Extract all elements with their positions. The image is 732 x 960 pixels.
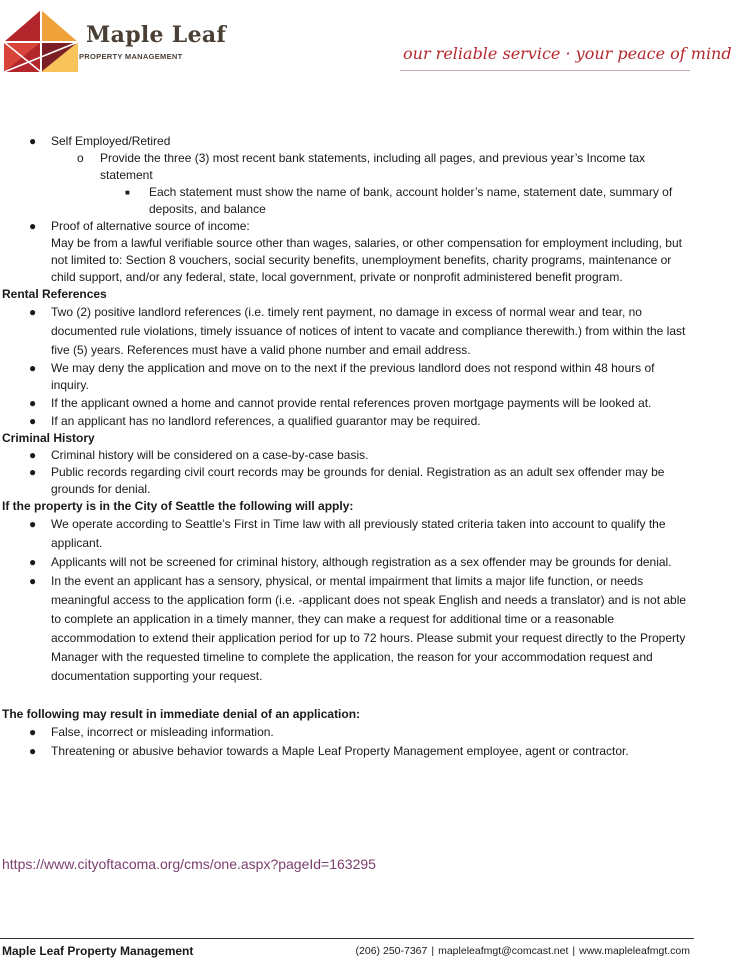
footer-separator: | (572, 945, 576, 957)
bullet-icon: ● (29, 396, 37, 410)
list-item: ● If the applicant owned a home and cannot provide rental references proven mortgage payments will be looked at. (29, 396, 652, 410)
footer-email[interactable]: mapleleafmgt@comcast.net (438, 945, 569, 957)
list-item: ● Threatening or abusive behavior towards a Maple Leaf Property Management employee, agent or contractor. (0, 742, 694, 761)
footer-phone: (206) 250-7367 (355, 945, 428, 957)
denial-list (0, 723, 694, 761)
list-item: ● Two (2) positive landlord references (i.e. timely rent payment, no damage in excess of normal wear and tear, no documented rule violations, timely issuance of notices of intent to vacate and compliance therewith.) from within the last five (5) years. References must have a valid phone number and email address. (29, 305, 686, 357)
list-item: ● We operate according to Seattle’s First in Time law with all previously stated criteria taken into account to qualify the applicant. (29, 517, 666, 550)
income-section (0, 133, 694, 286)
bullet-icon: ● (29, 134, 37, 148)
bullet-icon: ● (29, 744, 37, 758)
footer-contact (356, 945, 690, 957)
rental-references-list (0, 303, 694, 430)
seattle-list (0, 515, 694, 686)
list-item: ● Self Employed/Retired (29, 134, 171, 148)
bullet-icon: ● (29, 414, 37, 428)
page-header (0, 0, 732, 108)
bullet-icon: ● (29, 725, 37, 739)
maple-leaf-house-logo-icon (2, 8, 80, 74)
tacoma-link[interactable]: https://www.cityoftacoma.org/cms/one.aspx?pageId=163295 (2, 856, 376, 872)
list-item: ■ Each statement must show the name of bank, account holder’s name, statement date, summary of deposits, and balance (125, 185, 673, 216)
bullet-icon: o (77, 151, 84, 165)
bullet-icon: ● (29, 465, 37, 479)
list-item: ● If an applicant has no landlord references, a qualified guarantor may be required. (29, 414, 481, 428)
list-item: ● Public records regarding civil court records may be grounds for denial. Registration as an adult sex offender may be grounds for denial. (29, 465, 665, 496)
seattle-heading: If the property is in the City of Seattle the following will apply: (2, 499, 354, 513)
footer-company: Maple Leaf Property Management (2, 944, 194, 958)
footer-divider (0, 938, 694, 939)
document-body (0, 133, 694, 761)
bullet-icon: ● (29, 361, 37, 375)
list-item: ● False, incorrect or misleading information. (0, 723, 694, 742)
header-divider (400, 70, 690, 71)
brand-name: Maple Leaf (86, 22, 227, 48)
bullet-icon: ● (29, 574, 37, 588)
list-item: ● Applicants will not be screened for criminal history, although registration as a sex offender may be grounds for denial. (0, 553, 694, 572)
tagline: our reliable service · your peace of mind (403, 44, 732, 63)
bullet-icon: ● (29, 305, 37, 319)
footer-separator: | (431, 945, 435, 957)
list-item: ● We may deny the application and move on to the next if the previous landlord does not respond within 48 hours of inquiry. (29, 361, 655, 392)
bullet-icon: ● (29, 219, 37, 233)
bullet-icon: ● (29, 555, 37, 569)
alt-source-detail: May be from a lawful verifiable source other than wages, salaries, or other compensation for employment including, but not limited to: Section 8 vouchers, social security benefits, unemployment benefits, charity programs, maintenance or child support, and/or any federal, state, local government, private or nonprofit administered benefit program. (51, 236, 682, 284)
criminal-history-list (0, 447, 694, 498)
rental-references-heading: Rental References (2, 287, 107, 301)
criminal-history-heading: Criminal History (2, 431, 95, 445)
bullet-icon: ● (29, 448, 37, 462)
denial-heading: The following may result in immediate denial of an application: (2, 707, 361, 721)
footer-website[interactable]: www.mapleleafmgt.com (579, 945, 690, 957)
bullet-icon: ● (29, 517, 37, 531)
bullet-icon: ■ (125, 188, 130, 197)
brand-subtitle: PROPERTY MANAGEMENT (79, 52, 183, 61)
list-item: ● Proof of alternative source of income: (29, 219, 250, 233)
list-item: o Provide the three (3) most recent bank statements, including all pages, and previous year’s Income tax statement (77, 151, 646, 182)
list-item: ● Criminal history will be considered on a case-by-case basis. (29, 448, 369, 462)
list-item: ● In the event an applicant has a sensory, physical, or mental impairment that limits a major life function, or needs meaningful access to the application form (i.e. -applicant does not speak English and needs a translator) and is not able to complete an application in a timely manner, they can make a request for additional time or a reasonable accommodation to extend their application period for up to 72 hours. Please submit your request directly to the Property Manager with the requested timeline to complete the application, the reason for your accommodation request and documentation supporting your request. (29, 574, 687, 683)
